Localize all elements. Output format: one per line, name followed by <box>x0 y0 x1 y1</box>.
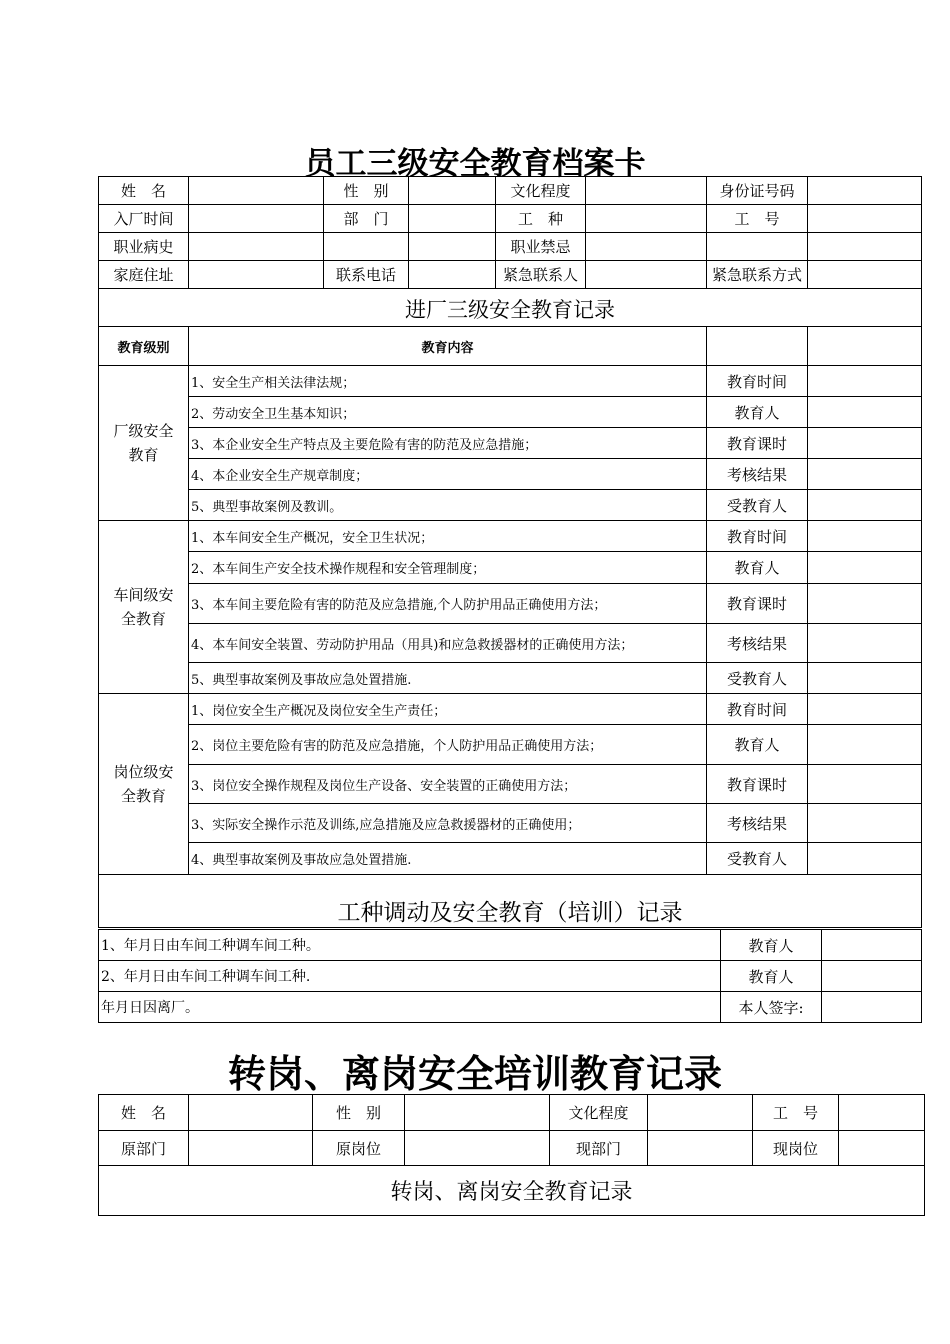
field-value[interactable] <box>808 584 922 624</box>
field-emergency-contact[interactable] <box>586 261 707 289</box>
field-value[interactable] <box>808 366 922 397</box>
field-occ-taboo-2[interactable] <box>707 233 808 261</box>
field-label: 教育课时 <box>707 584 808 624</box>
field-occ-disease[interactable] <box>189 233 324 261</box>
label-name: 姓 名 <box>99 177 189 205</box>
post-field-education[interactable] <box>648 1095 753 1131</box>
transfer-field-label: 教育人 <box>721 961 822 992</box>
content-item: 3、本车间主要危险有害的防范及应急措施,个人防护用品正确使用方法； <box>189 584 707 624</box>
label-emp-no: 工 号 <box>707 205 808 233</box>
content-item: 5、典型事故案例及教训。 <box>189 490 707 521</box>
field-phone[interactable] <box>409 261 496 289</box>
content-item: 5、典型事故案例及事故应急处置措施. <box>189 663 707 694</box>
field-label: 教育人 <box>707 397 808 428</box>
transfer-title: 工种调动及安全教育（培训）记录 <box>99 875 922 928</box>
field-label: 教育时间 <box>707 366 808 397</box>
label-education: 文化程度 <box>496 177 586 205</box>
level-workshop: 车间级安全教育 <box>99 521 189 694</box>
post-label-orig-dept: 原部门 <box>99 1131 189 1166</box>
field-department[interactable] <box>409 205 496 233</box>
post-field-orig-dept[interactable] <box>189 1131 313 1166</box>
post-field-gender[interactable] <box>405 1095 550 1131</box>
label-phone: 联系电话 <box>324 261 409 289</box>
field-value[interactable] <box>808 725 922 765</box>
field-label: 教育人 <box>707 552 808 584</box>
label-occ-disease: 职业病史 <box>99 233 189 261</box>
post-field-orig-post[interactable] <box>405 1131 550 1166</box>
field-value[interactable] <box>808 459 922 490</box>
transfer-record: 2、年月日由车间工种调车间工种. <box>99 961 721 992</box>
post-label-curr-post: 现岗位 <box>753 1131 839 1166</box>
field-job-type[interactable] <box>586 205 707 233</box>
label-department: 部 门 <box>324 205 409 233</box>
content-item: 2、本车间生产安全技术操作规程和安全管理制度； <box>189 552 707 584</box>
label-emergency-contact: 紧急联系人 <box>496 261 586 289</box>
content-item: 4、本企业安全生产规章制度； <box>189 459 707 490</box>
label-gender: 性 别 <box>324 177 409 205</box>
post-field-curr-dept[interactable] <box>648 1131 753 1166</box>
field-value[interactable] <box>808 804 922 843</box>
field-label: 教育人 <box>707 725 808 765</box>
content-item: 4、本车间安全装置、劳动防护用品（用具)和应急救援器材的正确使用方法； <box>189 624 707 663</box>
field-occ-disease-2[interactable] <box>324 233 409 261</box>
card-table <box>98 176 922 928</box>
field-name[interactable] <box>189 177 324 205</box>
field-label: 受教育人 <box>707 663 808 694</box>
header-content: 教育内容 <box>189 327 707 366</box>
transfer-field-label: 教育人 <box>721 930 822 961</box>
content-item: 4、典型事故案例及事故应急处置措施. <box>189 843 707 875</box>
field-label: 教育时间 <box>707 521 808 552</box>
field-gender[interactable] <box>409 177 496 205</box>
label-occ-taboo: 职业禁忌 <box>496 233 586 261</box>
leave-record: 年月日因离厂。 <box>99 992 721 1023</box>
field-value[interactable] <box>808 843 922 875</box>
content-item: 3、实际安全操作示范及训练,应急措施及应急救援器材的正确使用； <box>189 804 707 843</box>
field-occ-disease-3[interactable] <box>409 233 496 261</box>
field-label: 教育时间 <box>707 694 808 725</box>
post-label-emp-no: 工 号 <box>753 1095 839 1131</box>
label-id-no: 身份证号码 <box>707 177 808 205</box>
header-blank-2 <box>808 327 922 366</box>
field-label: 教育课时 <box>707 765 808 804</box>
field-value[interactable] <box>808 552 922 584</box>
post-section-title: 转岗、离岗安全教育记录 <box>99 1166 925 1216</box>
level-post: 岗位级安全教育 <box>99 694 189 875</box>
field-label: 教育课时 <box>707 428 808 459</box>
field-value[interactable] <box>808 694 922 725</box>
transfer-record: 1、年月日由车间工种调车间工种。 <box>99 930 721 961</box>
field-occ-taboo[interactable] <box>586 233 707 261</box>
content-item: 3、岗位安全操作规程及岗位生产设备、安全装置的正确使用方法； <box>189 765 707 804</box>
field-value[interactable] <box>808 397 922 428</box>
label-address: 家庭住址 <box>99 261 189 289</box>
post-label-name: 姓 名 <box>99 1095 189 1131</box>
transfer-field-value[interactable] <box>822 930 922 961</box>
content-item: 2、岗位主要危险有害的防范及应急措施，个人防护用品正确使用方法； <box>189 725 707 765</box>
transfer-field-value[interactable] <box>822 961 922 992</box>
field-value[interactable] <box>808 521 922 552</box>
header-level: 教育级别 <box>99 327 189 366</box>
field-emergency-method[interactable] <box>808 261 922 289</box>
card-title: 员工三级安全教育档案卡 <box>304 146 646 182</box>
post-label-education: 文化程度 <box>550 1095 648 1131</box>
field-id-no[interactable] <box>808 177 922 205</box>
field-value[interactable] <box>808 663 922 694</box>
field-occ-taboo-3[interactable] <box>808 233 922 261</box>
field-address[interactable] <box>189 261 324 289</box>
field-value[interactable] <box>808 428 922 459</box>
post-field-curr-post[interactable] <box>839 1131 925 1166</box>
signature-label: 本人签字: <box>721 992 822 1023</box>
field-emp-no[interactable] <box>808 205 922 233</box>
content-item: 1、本车间安全生产概况，安全卫生状况； <box>189 521 707 552</box>
post-label-orig-post: 原岗位 <box>313 1131 405 1166</box>
field-label: 考核结果 <box>707 624 808 663</box>
section-title: 进厂三级安全教育记录 <box>99 289 922 327</box>
level-factory: 厂级安全教育 <box>99 366 189 521</box>
content-item: 3、本企业安全生产特点及主要危险有害的防范及应急措施； <box>189 428 707 459</box>
label-emergency-method: 紧急联系方式 <box>707 261 808 289</box>
field-value[interactable] <box>808 624 922 663</box>
signature-value[interactable] <box>822 992 922 1023</box>
field-label: 受教育人 <box>707 843 808 875</box>
field-entry-time[interactable] <box>189 205 324 233</box>
post-table <box>98 1094 925 1216</box>
post-label-curr-dept: 现部门 <box>550 1131 648 1166</box>
field-value[interactable] <box>808 765 922 804</box>
field-label: 考核结果 <box>707 804 808 843</box>
field-education[interactable] <box>586 177 707 205</box>
label-entry-time: 入厂时间 <box>99 205 189 233</box>
content-item: 1、安全生产相关法律法规； <box>189 366 707 397</box>
content-item: 1、岗位安全生产概况及岗位安全生产责任； <box>189 694 707 725</box>
label-job-type: 工 种 <box>496 205 586 233</box>
post-title: 转岗、离岗安全培训教育记录 <box>227 1052 722 1096</box>
field-value[interactable] <box>808 490 922 521</box>
transfer-table <box>98 929 922 1023</box>
field-label: 受教育人 <box>707 490 808 521</box>
post-field-name[interactable] <box>189 1095 313 1131</box>
post-label-gender: 性 别 <box>313 1095 405 1131</box>
header-blank-1 <box>707 327 808 366</box>
post-field-emp-no[interactable] <box>839 1095 925 1131</box>
content-item: 2、劳动安全卫生基本知识； <box>189 397 707 428</box>
field-label: 考核结果 <box>707 459 808 490</box>
